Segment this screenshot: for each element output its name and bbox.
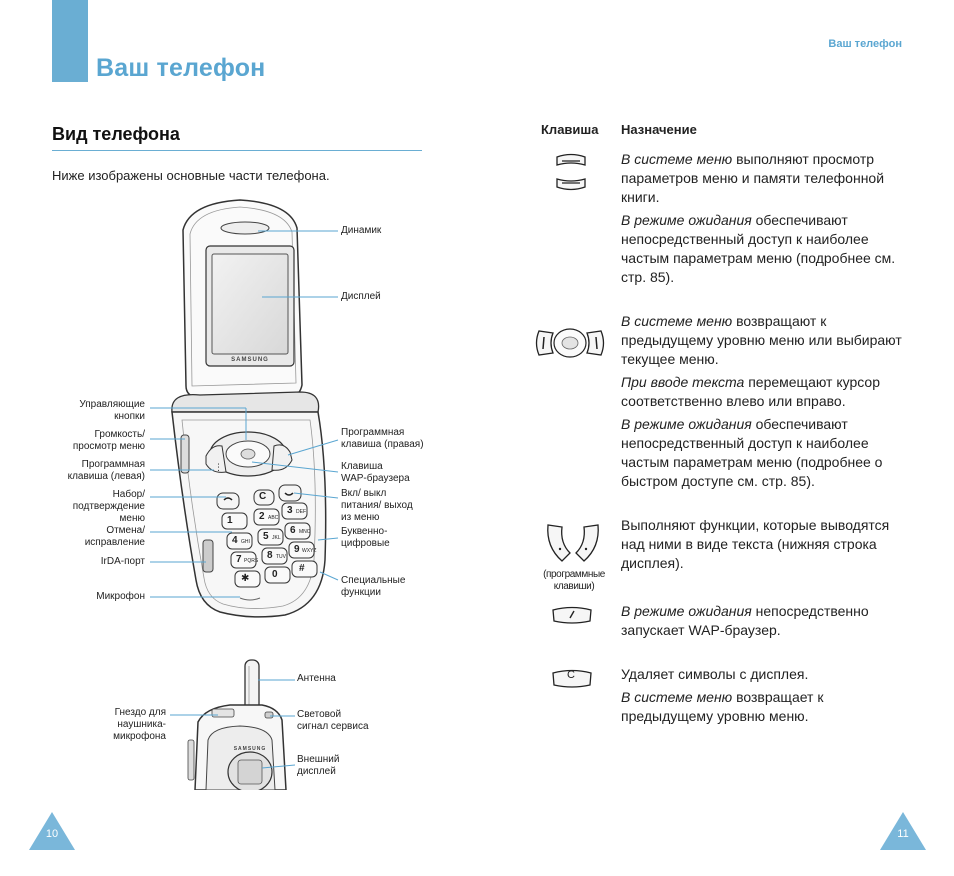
label-wap: Клавиша WAP-браузера [341, 461, 410, 484]
row-desc-soft-keys [621, 516, 911, 577]
running-header: Ваш телефон [828, 38, 902, 50]
c-key-label: C [259, 491, 267, 502]
key-5: 5 [263, 531, 269, 542]
label-cancel: Отмена/ исправление [84, 525, 145, 548]
page-number-right-badge [880, 812, 926, 850]
paragraph: При вводе текста перемещают курсор соответственно влево или вправо. [621, 374, 880, 409]
label-soft-left: Программная клавиша (левая) [67, 459, 145, 482]
label-alnum: Буквенно- цифровые [341, 526, 390, 549]
soft-keys-icon [544, 519, 602, 565]
up-down-keys-icon [553, 153, 589, 191]
label-special: Специальные функции [341, 575, 406, 598]
label-power: Вкл/ выкл питания/ выход из меню [341, 488, 413, 523]
page-title: Ваш телефон [96, 54, 266, 82]
column-header-purpose: Назначение [621, 122, 697, 137]
key-9-sub: WXYZ [302, 548, 317, 554]
label-volume: Громкость/ просмотр меню [72, 429, 145, 452]
row-desc-up-down [621, 150, 911, 291]
label-display: Дисплей [341, 291, 381, 302]
paragraph: В системе меню выполняют просмотр параметров меню и памяти телефонной книги. [621, 151, 885, 205]
row-desc-left-right [621, 312, 911, 495]
label-antenna: Антенна [297, 673, 336, 684]
row-desc-clear [621, 665, 911, 730]
page-number-right: 11 [897, 828, 909, 840]
key-2-sub: ABC [268, 515, 279, 521]
paragraph: В режиме ожидания непосредственно запускает WAP-браузер. [621, 603, 869, 638]
key-7: 7 [236, 554, 242, 565]
paragraph: В системе меню возвращает к предыдущему уровню меню. [621, 689, 824, 724]
key-8-sub: TUV [276, 554, 286, 560]
section-divider [52, 150, 422, 151]
key-star: ✱ [241, 573, 250, 584]
paragraph: В режиме ожидания обеспечивают непосредственный доступ к наиболее частым параметрам меню (подробнее о быстром доступе см. стр. 85). [621, 416, 883, 489]
wap-key-icon [550, 604, 594, 626]
key-1: 1 [227, 515, 233, 526]
label-ext-display: Внешний дисплей [297, 754, 340, 777]
page-number-left-badge [29, 812, 75, 850]
key-3-sub: DEF [296, 509, 306, 515]
key-hash: # [299, 563, 305, 574]
label-speaker: Динамик [341, 225, 382, 236]
key-3: 3 [287, 505, 293, 516]
key-2: 2 [259, 511, 265, 522]
label-dial: Набор/ подтверждение меню [72, 489, 145, 524]
key-7-sub: PQRS [244, 558, 259, 564]
key-6: 6 [290, 525, 296, 536]
page-number-left: 10 [45, 828, 59, 840]
paragraph: Удаляет символы с дисплея. [621, 666, 809, 682]
key-9: 9 [294, 544, 300, 555]
clear-key-glyph: C [567, 669, 575, 681]
intro-text: Ниже изображены основные части телефона. [52, 168, 330, 183]
key-5-sub: JKL [272, 535, 281, 541]
paragraph: В системе меню возвращают к предыдущему уровню меню или выбирают текущее меню. [621, 313, 902, 367]
label-nav-keys: Управляющие кнопки [79, 399, 145, 422]
closed-phone-illustration [165, 655, 300, 790]
softkeys-caption: (программные клавиши) [543, 569, 605, 592]
closed-phone-brand: SAMSUNG [233, 746, 267, 752]
key-0: 0 [272, 569, 278, 580]
paragraph: Выполняют функции, которые выводятся над ними в виде текста (нижняя строка дисплея). [621, 517, 890, 571]
accent-bar [52, 0, 88, 82]
key-4-sub: GHI [241, 539, 250, 545]
label-soft-right: Программная клавиша (правая) [341, 427, 424, 450]
key-4: 4 [232, 535, 238, 546]
left-right-keys-icon [533, 323, 607, 363]
row-desc-wap [621, 602, 911, 644]
column-header-key: Клавиша [541, 122, 599, 137]
key-6-sub: MNO [299, 529, 311, 535]
label-service-light: Световой сигнал сервиса [297, 709, 369, 732]
key-8: 8 [267, 550, 273, 561]
section-title: Вид телефона [52, 124, 180, 144]
label-irda: IrDA-порт [100, 556, 145, 567]
paragraph: В режиме ожидания обеспечивают непосредственный доступ к наиболее частым параметрам меню (подробнее см. стр. 85). [621, 212, 896, 285]
volume-dots: ⋮ [214, 462, 223, 472]
label-headset: Гнездо для наушника- микрофона [113, 707, 166, 742]
label-microphone: Микрофон [96, 591, 145, 602]
phone-brand: SAMSUNG [231, 357, 269, 363]
